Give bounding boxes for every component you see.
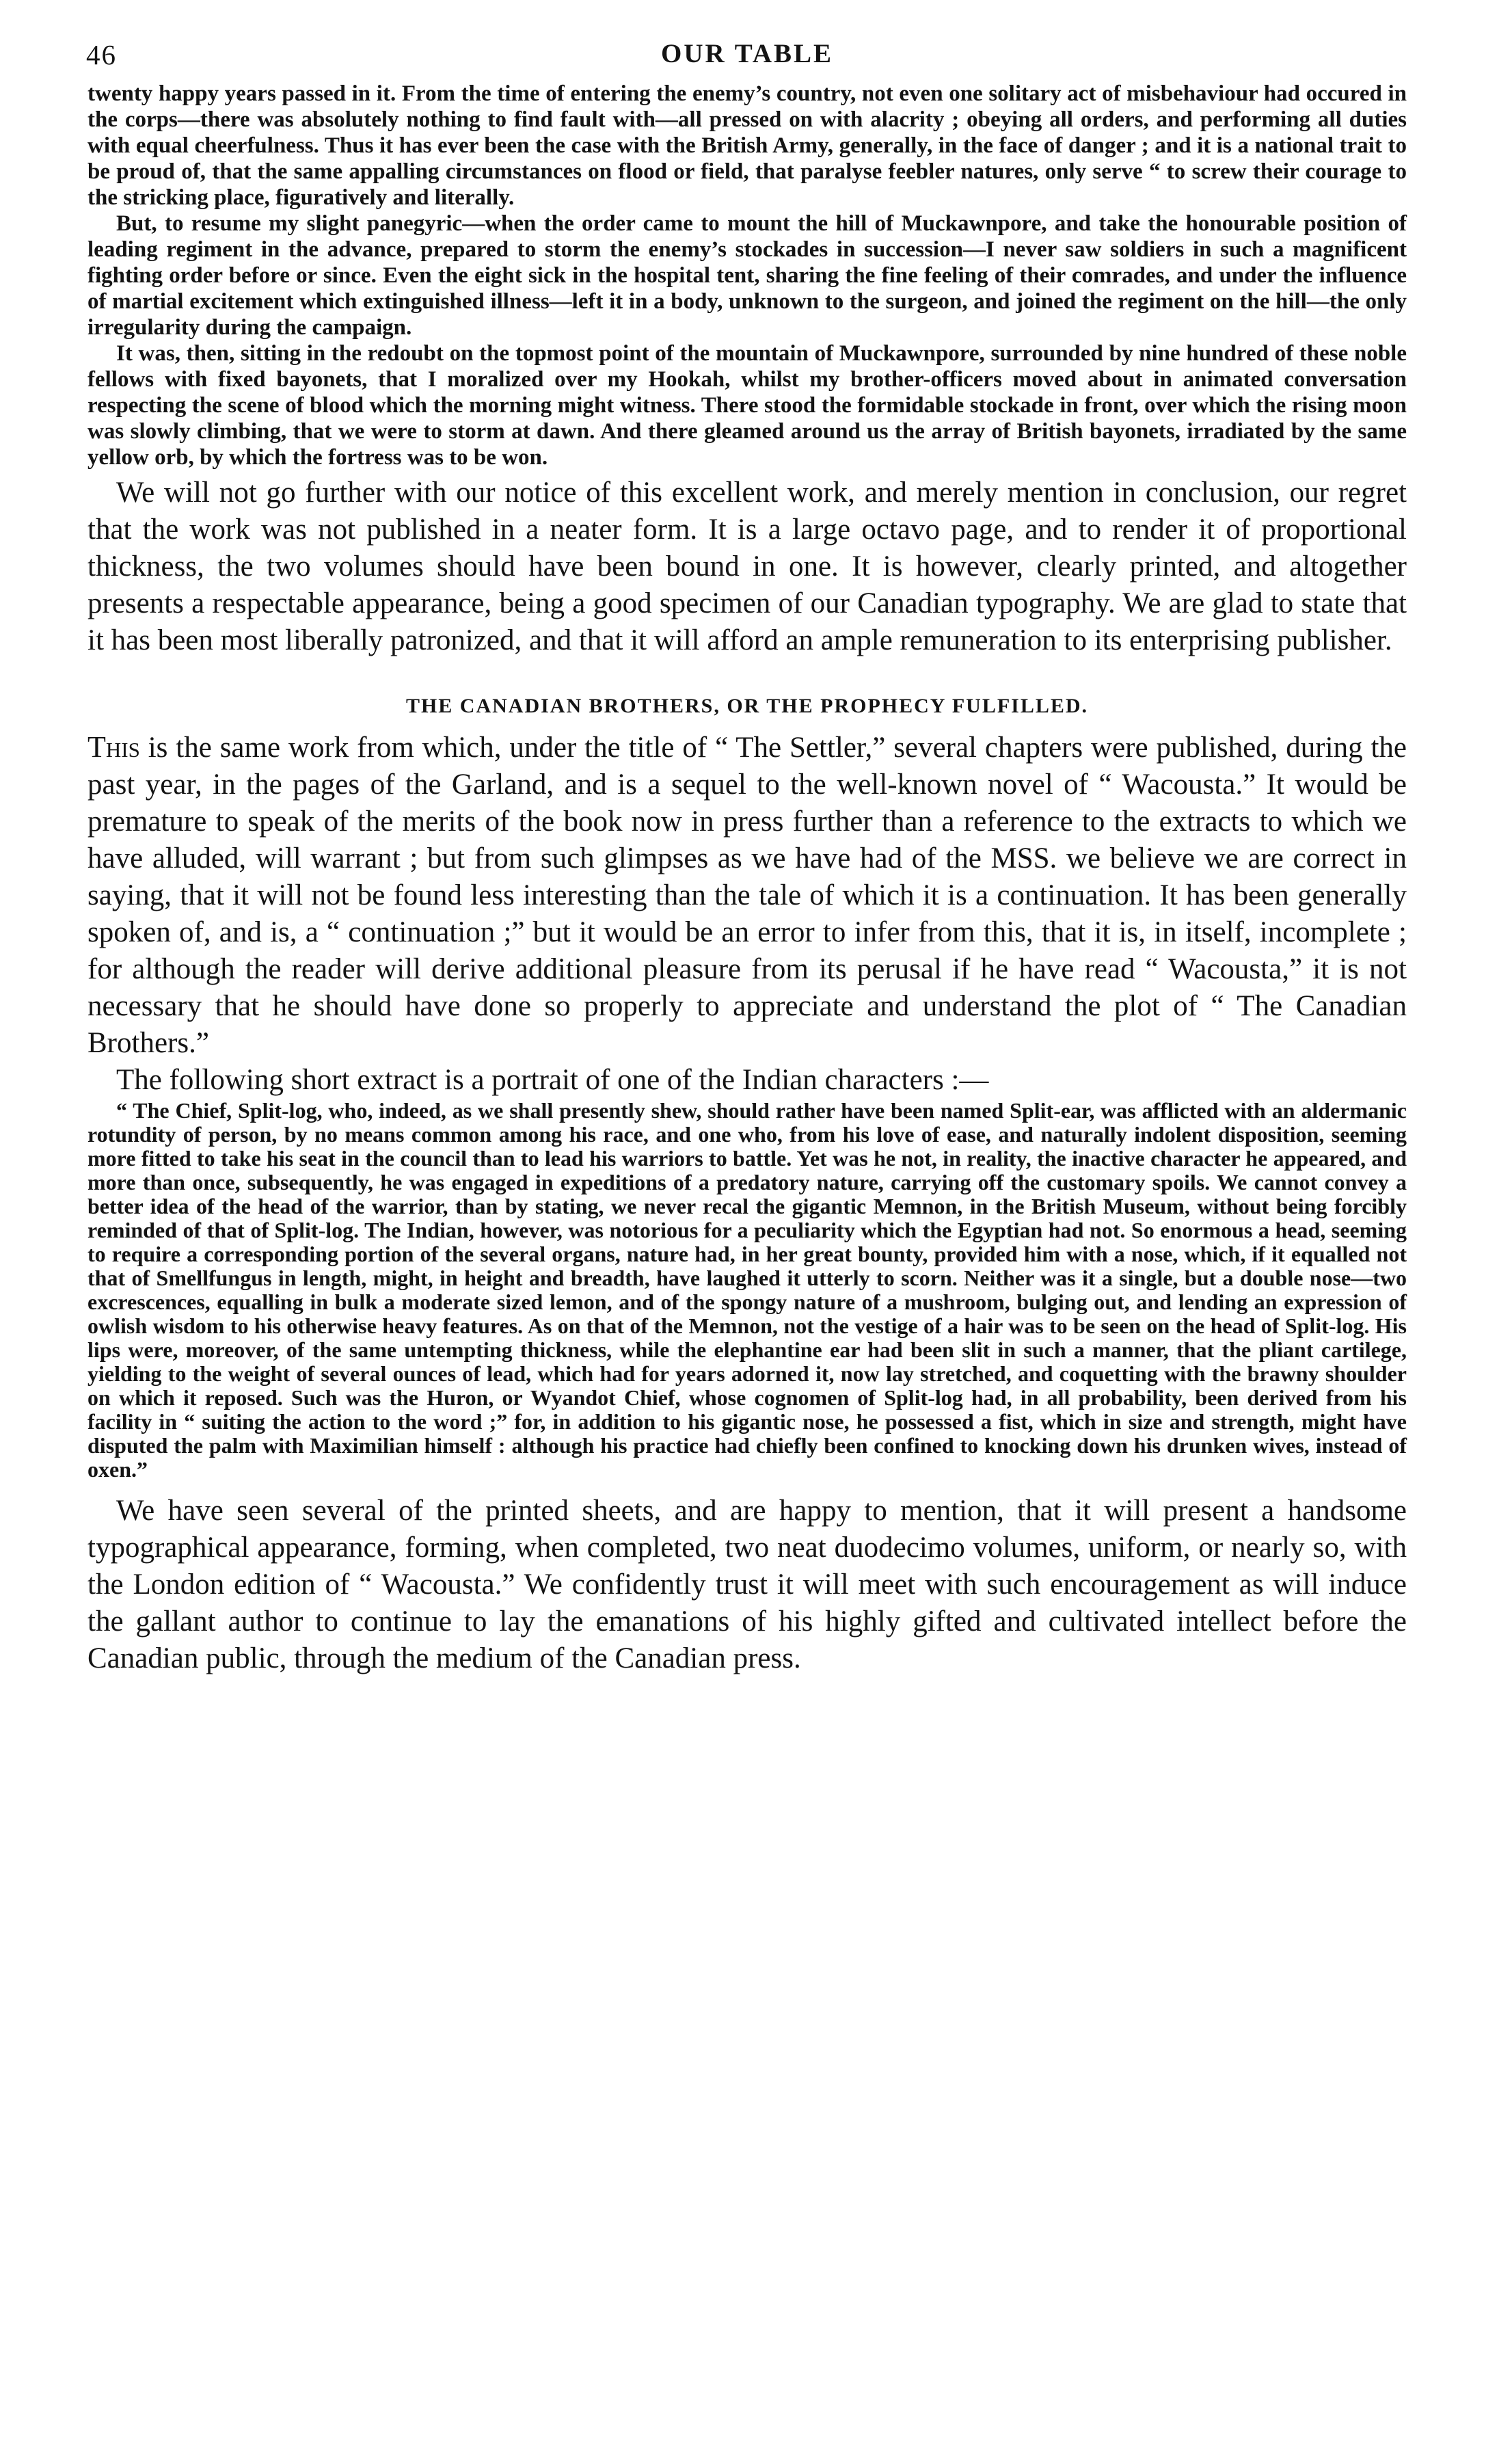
- block-quote-split-log: “ The Chief, Split-log, who, indeed, as we shall presently shew, should rather have been named Split-ear, was afflicted with an aldermanic rotundity of person, by no means common among his race, and one who, from his love of ease, and naturally indolent disposition, seeming more fitted to take his seat in the council than to lead his warriors to battle. Yet was he not, in reality, the inactive character he appeared, and more than once, subsequently, he was engaged in expeditions of a predatory nature, carrying off the customary spoils. We cannot convey a better idea of the head of the warrior, than by stating, we never recal the gigantic Memnon, in the British Museum, without being forcibly reminded of that of Split-log. The Indian, however, was notorious for a peculiarity which the Egyptian had not. So enormous a head, seeming to require a corresponding portion of the several organs, nature had, in her great bounty, provided him with a nose, which, if it equalled not that of Smellfungus in length, might, in height and breadth, have laughed it utterly to scorn. Neither was it a single, but a double nose—two excrescences, equalling in bulk a moderate sized lemon, and of the spongy nature of a mushroom, bulging out, and lending an expression of owlish wisdom to his otherwise heavy features. As on that of the Memnon, not the vestige of a hair was to be seen on the head of Split-log. His lips were, moreover, of the same untempting thickness, while the elephantine ear had been slit in such a manner, that the pliant cartilege, yielding to the weight of several ounces of lead, which had for years adorned it, now lay stretched, and coquetting with the brawny shoulder on which it reposed. Such was the Huron, or Wyandot Chief, whose cognomen of Split-log had, in all probability, been derived from his facility in “ suiting the action to the word ;” for, in addition to his gigantic nose, he possessed a fist, which in size and strength, might have disputed the palm with Maximilian himself : although his practice had chiefly been confined to knocking down his drunken wives, instead of oxen.”: [87, 1098, 1407, 1482]
- paragraph-review-conclusion: We will not go further with our notice of this excellent work, and merely mention in conclusion, our regret that the work was not published in a neater form. It is a large octavo page, and to render it of proportional thickness, the two volumes should have been bound in one. It is however, clearly printed, and altogether presents a respectable appearance, being a good specimen of our Canadian typography. We are glad to state that it has been most liberally patronized, and that it will afford an ample remuneration to its enterprising publisher.: [87, 477, 1407, 656]
- paragraph-redoubt: It was, then, sitting in the redoubt on the topmost point of the mountain of Muckawnpore, surrounded by nine hundred of these noble fellows with fixed bayonets, that I moralized over my Hookah, whilst my brother-officers moved about in animated conversation respecting the scene of blood which the morning might witness. There stood the formidable stockade in front, over which the rising moon was slowly climbing, that we were to storm at dawn. And there gleamed around us the array of British bayonets, irradiated by the same yellow orb, by which the fortress was to be won.: [87, 341, 1407, 470]
- paragraph-extract-intro: The following short extract is a portrait of one of the Indian characters :—: [116, 1064, 989, 1096]
- lead-word: This: [87, 730, 140, 764]
- paragraph-panegyric: But, to resume my slight panegyric—when the order came to mount the hill of Muckawnpore, and take the honourable position of leading regiment in the advance, prepared to storm the enemy’s stockades in succession—I never saw soldiers in such a magnificent fighting order before or since. Even the eight sick in the hospital tent, sharing the fine feeling of their comrades, and under the influence of martial excitement which extinguished illness—left it in a body, unknown to the surgeon, and joined the regiment on the hill—the only irregularity during the campaign.: [87, 211, 1407, 340]
- paragraph-canadian-brothers-text: is the same work from which, under the title of “ The Settler,” several chapters were published, during the past year, in the pages of the Garland, and is a sequel to the well-known novel of “ Wacousta.” It would be premature to speak of the merits of the book now in press further than a reference to the extracts to which we have alluded, will warrant ; but from such glimpses as we have had of the MSS. we believe we are correct in saying, that it will not be found less interesting than the tale of which it is a continuation. It has been generally spoken of, and is, a “ continuation ;” but it would be an error to infer from this, that it is, in itself, incomplete ; for although the reader will derive additional pleasure from its perusal if he have read “ Wacousta,” it is not necessary that he should have done so properly to appreciate and understand the plot of “ The Canadian Brothers.”: [87, 732, 1407, 1059]
- section-heading: THE CANADIAN BROTHERS, OR THE PROPHECY FULFILLED.: [405, 695, 1089, 717]
- page-number: 46: [86, 39, 117, 70]
- paragraph-canadian-brothers: [87, 729, 1407, 1062]
- paragraph-printed-sheets: We have seen several of the printed sheets, and are happy to mention, that it will present a handsome typographical appearance, forming, when completed, two neat duodecimo volumes, uniform, or nearly so, with the London edition of “ Wacousta.” We confidently trust it will meet with such encouragement as will induce the gallant author to continue to lay the emanations of his highly gifted and cultivated intellect before the Canadian public, through the medium of the Canadian press.: [87, 1495, 1407, 1674]
- book-page: [87, 33, 1407, 1677]
- running-head: [87, 33, 1407, 81]
- paragraph-continuation: twenty happy years passed in it. From the time of entering the enemy’s country, not even one solitary act of misbehaviour had occured in the corps—there was absolutely nothing to find fault with—all pressed on with alacrity ; obeying all orders, and performing all duties with equal cheerfulness. Thus it has ever been the case with the British Army, generally, in the face of danger ; and it is a national trait to be proud of, that the same appalling circumstances on flood or field, that paralyse feebler natures, only serve “ to screw their courage to the stricking place, figuratively and literally.: [87, 81, 1407, 210]
- running-title: OUR TABLE: [660, 39, 834, 68]
